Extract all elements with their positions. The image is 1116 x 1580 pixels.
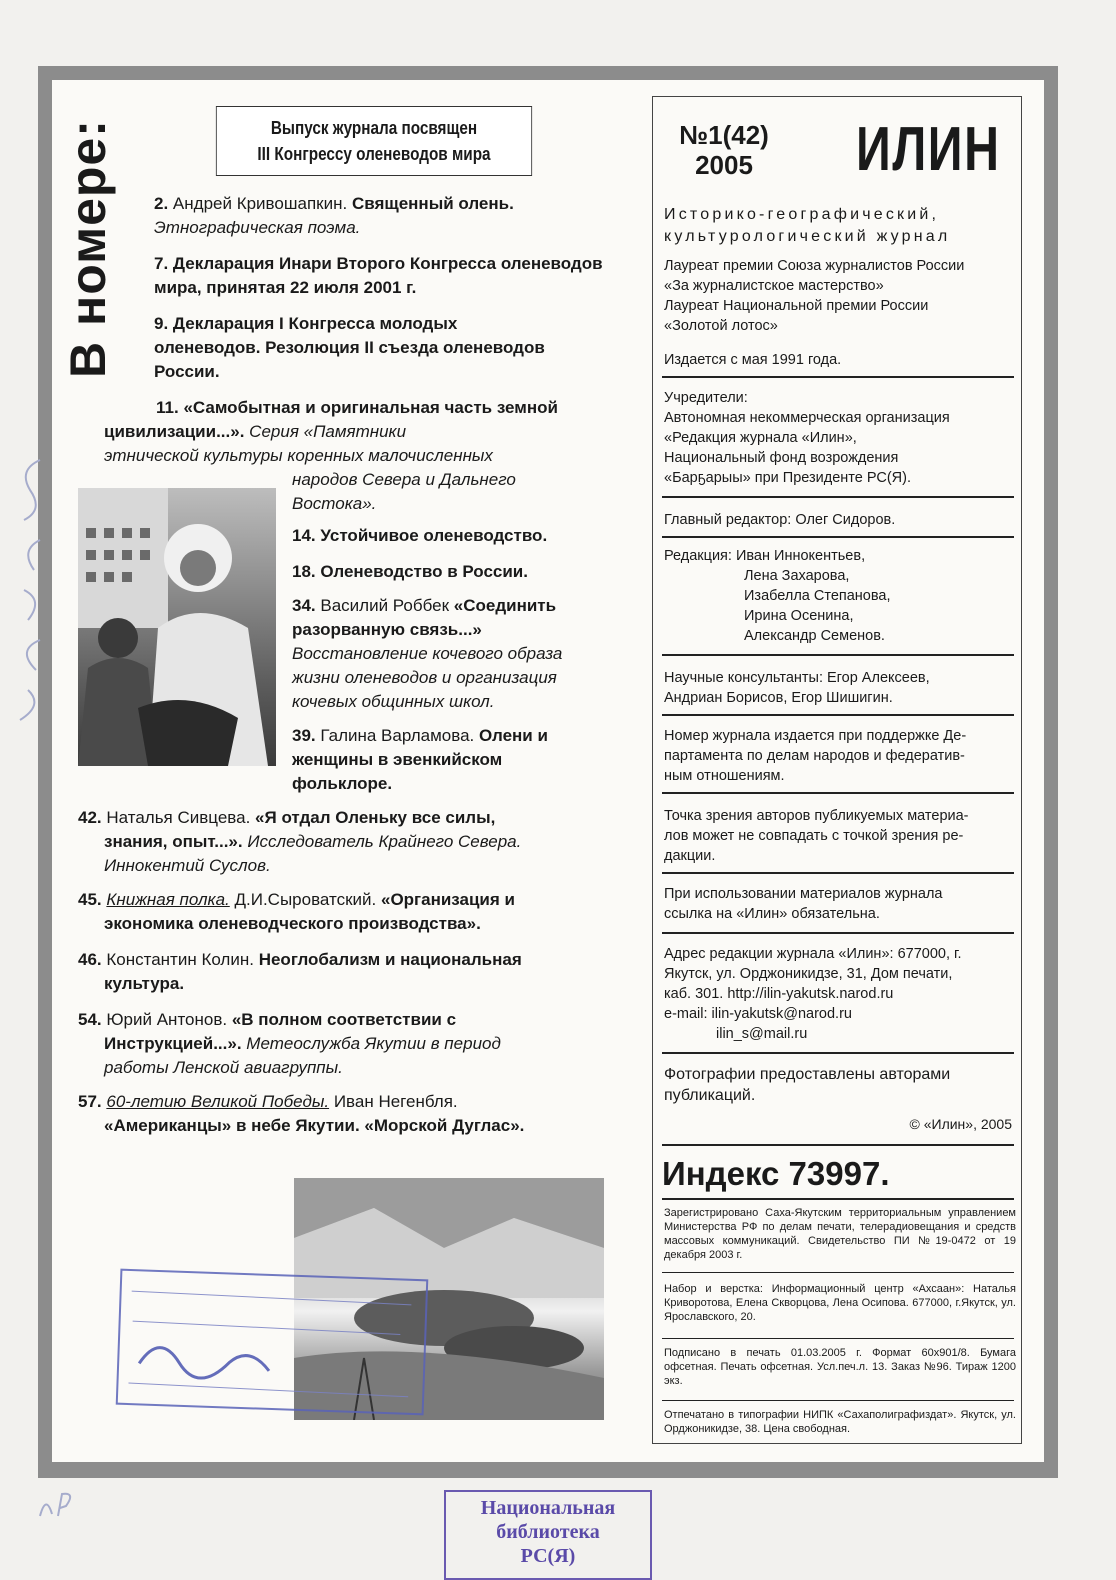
photo-placeholder-icon — [78, 488, 276, 766]
toc-num: 45. — [78, 890, 102, 909]
divider — [662, 1198, 1014, 1200]
address-line: каб. 301. http://ilin-yakutsk.narod.ru — [664, 986, 894, 1002]
toc-note: работы Ленской авиагруппы. — [104, 1058, 343, 1077]
toc-title: знания, опыт...». — [104, 832, 243, 851]
toc-title: «Американцы» в небе Якутии. «Морской Дуглас». — [104, 1116, 525, 1135]
divider — [662, 1052, 1014, 1054]
toc-num: 34. — [292, 596, 316, 615]
founder-line: Национальный фонд возрождения — [664, 450, 899, 466]
divider — [662, 714, 1014, 716]
toc-note: жизни оленеводов и организация — [292, 668, 557, 687]
dedication-line2: III Конгрессу оленеводов мира — [257, 144, 491, 164]
divider — [662, 1272, 1014, 1273]
toc-author: Василий Роббек — [320, 596, 450, 615]
toc-entry — [154, 252, 624, 300]
stamp-scribble-icon — [118, 1271, 426, 1414]
stamp-line: библиотека — [496, 1521, 600, 1543]
toc-entry — [292, 724, 622, 796]
toc-note: Исследователь Крайнего Севера. — [247, 832, 522, 851]
reference-line: При использовании материалов журнала — [664, 886, 943, 902]
editor-name: Лена Захарова, — [744, 568, 850, 584]
divider — [662, 932, 1014, 934]
approval-stamp — [116, 1269, 429, 1416]
toc-title: Неоглобализм и национальная — [258, 950, 522, 969]
opinion-line: лов может не совпадать с точкой зрения ре- — [664, 828, 964, 844]
dedication-box — [216, 106, 532, 176]
award-line: «Золотой лотос» — [664, 318, 778, 334]
photo-credits — [664, 1064, 1014, 1106]
toc-title: разорванную связь...» — [292, 620, 482, 639]
opinion-line: дакции. — [664, 848, 716, 864]
dedication-line1: Выпуск журнала посвящен — [270, 118, 478, 138]
issue-year: 2005 — [695, 150, 753, 180]
divider — [662, 872, 1014, 874]
toc-title: Декларация I Конгресса молодых оленеводов. Резолюция II съезда оленеводов России. — [154, 314, 545, 381]
since-text: Издается с мая 1991 года. — [664, 352, 842, 368]
toc-author: Юрий Антонов. — [106, 1010, 228, 1029]
address-line: Адрес редакции журнала «Илин»: 677000, г. — [664, 946, 962, 962]
toc-author: Галина Варламова. — [320, 726, 475, 745]
address-line: Якутск, ул. Орджоникидзе, 31, Дом печати, — [664, 966, 953, 982]
divider — [662, 1144, 1014, 1146]
toc-author: Константин Колин. — [106, 950, 254, 969]
founder-line: «Редакция журнала «Илин», — [664, 430, 857, 446]
founders — [664, 388, 1014, 488]
credit-line: публикаций. — [664, 1087, 756, 1104]
divider — [662, 376, 1014, 378]
address — [664, 944, 1014, 1044]
journal-subtitle — [664, 204, 950, 248]
toc-author: Наталья Сивцева. — [106, 808, 251, 827]
toc-title: Оленеводство в России. — [320, 562, 528, 581]
toc-title: экономика оленеводческого производства». — [104, 914, 481, 933]
toc-num: 46. — [78, 950, 102, 969]
divider — [662, 1400, 1014, 1401]
support-line: ным отношениям. — [664, 768, 785, 784]
chief-editor: Главный редактор: Олег Сидоров. — [664, 512, 896, 528]
toc-num: 42. — [78, 808, 102, 827]
divider — [662, 536, 1014, 538]
toc-num: 54. — [78, 1010, 102, 1029]
support-line: Номер журнала издается при поддержке Де- — [664, 728, 967, 744]
issue-number — [662, 120, 786, 180]
subtitle-line: культурологический журнал — [664, 228, 951, 245]
toc-note: Востока». — [292, 494, 377, 513]
library-stamp — [444, 1490, 652, 1580]
toc-entry — [154, 192, 624, 240]
toc-entry — [104, 396, 574, 468]
opinion-note — [664, 806, 1014, 866]
credit-line: Фотографии предоставлены авторами — [664, 1066, 951, 1083]
toc-num: 14. — [292, 526, 316, 545]
toc-num: 11. — [156, 398, 179, 417]
awards — [664, 256, 1014, 336]
registration: Зарегистрировано Саха-Якутским территориальным управлением Министерства РФ по делам печати, телерадиовещания и средств массовых коммуникаций. Свидетельство ПИ №19-0472 от 19 декабря 2003 г. — [664, 1207, 1016, 1261]
toc-num: 2. — [154, 194, 169, 213]
toc-title: Устойчивое оленеводство. — [320, 526, 548, 545]
editor-name: Иван Иннокентьев, — [735, 548, 866, 564]
toc-entry — [78, 888, 628, 936]
toc-note: Восстановление кочевого образа — [292, 644, 563, 663]
toc-rubric: Книжная полка. — [106, 890, 230, 909]
toc-note: народов Севера и Дальнего — [292, 470, 516, 489]
founders-label: Учредители: — [664, 390, 748, 406]
consultant-line: Андриан Борисов, Егор Шишигин. — [664, 690, 893, 706]
reference-line: ссылка на «Илин» обязательна. — [664, 906, 880, 922]
toc-num: 18. — [292, 562, 316, 581]
toc-entry-cont — [292, 468, 592, 516]
toc-note: кочевых общинных школ. — [292, 692, 495, 711]
support-line: партамента по делам народов и федератив- — [664, 748, 965, 764]
consultant-line: Научные консультанты: Егор Алексеев, — [664, 670, 930, 686]
toc-entry — [78, 948, 628, 996]
editor-name: Александр Семенов. — [744, 628, 885, 644]
subtitle-line: Историко-географический, — [664, 206, 940, 223]
toc-title: «Соединить — [453, 596, 557, 615]
typesetting: Набор и верстка: Информационный центр «Ахсаан»: Наталья Криворотова, Елена Скворцова, Лена Осипова. 677000, г.Якутск, ул. Ярославского, 20. — [664, 1283, 1016, 1323]
toc-entry — [78, 1008, 628, 1080]
journal-logo: ИЛИН — [856, 115, 1001, 184]
toc-author: Иван Негенбля. — [333, 1092, 458, 1111]
stamp-line: Национальная — [480, 1497, 616, 1519]
toc-title: фольклоре. — [292, 774, 393, 793]
editorial-board — [664, 546, 1014, 646]
email-line: ilin_s@mail.ru — [716, 1026, 808, 1042]
printed-by: Отпечатано в типографии НИПК «Сахаполиграфиздат». Якутск, ул. Орджоникидзе, 38. Цена свободная. — [664, 1409, 1016, 1435]
issue-line1: №1(42) — [679, 120, 769, 150]
toc-entry — [78, 806, 628, 878]
toc-entry — [78, 1090, 638, 1138]
founder-line: «Барҕарыы» при Президенте РС(Я). — [664, 470, 911, 486]
toc-num: 57. — [78, 1092, 102, 1111]
toc-title: Олени и — [479, 726, 548, 745]
divider — [662, 1338, 1014, 1339]
toc-title: «В полном соответствии с — [231, 1010, 457, 1029]
toc-title: «Я отдал Оленьку все силы, — [255, 808, 496, 827]
founder-line: Автономная некоммерческая организация — [664, 410, 950, 426]
toc-title: Инструкцией...». — [104, 1034, 242, 1053]
reference-note — [664, 884, 1014, 924]
toc-title: «Организация и — [380, 890, 515, 909]
stamp-line: РС(Я) — [520, 1545, 576, 1567]
toc-entry — [292, 560, 622, 584]
support-note — [664, 726, 1014, 786]
toc-author: Д.И.Сыроватский. — [234, 890, 377, 909]
page-heading: В номере: — [60, 119, 116, 378]
editor-name: Изабелла Степанова, — [744, 588, 891, 604]
toc-num: 39. — [292, 726, 316, 745]
toc-note: Серия «Памятники — [249, 422, 407, 441]
editor-name: Ирина Осенина, — [744, 608, 854, 624]
toc-entry — [292, 524, 622, 548]
divider — [662, 496, 1014, 498]
award-line: Лауреат премии Союза журналистов России — [664, 258, 965, 274]
opinion-line: Точка зрения авторов публикуемых материа- — [664, 808, 969, 824]
email-line: e-mail: ilin-yakutsk@narod.ru — [664, 1006, 852, 1022]
toc-author: Андрей Кривошапкин. — [172, 194, 348, 213]
award-line: «За журналистское мастерство» — [664, 278, 884, 294]
toc-num: 7. — [154, 254, 169, 273]
print-info: Подписано в печать 01.03.2005 г. Формат 60х901/8. Бумага офсетная. Печать офсетная. Усл.печ.л. 13. Заказ №96. Тираж 1200 экз. — [664, 1347, 1016, 1387]
subscription-index: Индекс 73997. — [662, 1155, 890, 1192]
toc-entry — [154, 312, 564, 384]
divider — [662, 792, 1014, 794]
toc-title: Священный олень. — [351, 194, 514, 213]
toc-title: «Самобытная и оригинальная часть земной цивилизации...». — [104, 398, 558, 441]
toc-entry — [292, 594, 622, 714]
toc-note: Иннокентий Суслов. — [104, 856, 271, 875]
toc-rubric: 60-летию Великой Победы. — [106, 1092, 330, 1111]
handwritten-inventory-mark-icon — [10, 450, 54, 730]
toc-title: Декларация Инари Второго Конгресса оленеводов мира, принятая 22 июля 2001 г. — [154, 254, 603, 297]
toc-num: 9. — [154, 314, 169, 333]
toc-note: Метеослужба Якутии в период — [246, 1034, 501, 1053]
divider — [662, 654, 1014, 656]
copyright: © «Илин», 2005 — [909, 1116, 1012, 1132]
consultants — [664, 668, 1014, 708]
award-line: Лауреат Национальной премии России — [664, 298, 929, 314]
toc-note: Этнографическая поэма. — [154, 218, 361, 237]
handwritten-initials-icon — [36, 1486, 96, 1526]
editorial-label: Редакция: — [664, 548, 732, 564]
toc-note: этнической культуры коренных малочисленных — [104, 446, 493, 465]
toc-title: культура. — [104, 974, 185, 993]
photo-reindeer-herders — [78, 488, 276, 766]
toc-title: женщины в эвенкийском — [292, 750, 503, 769]
